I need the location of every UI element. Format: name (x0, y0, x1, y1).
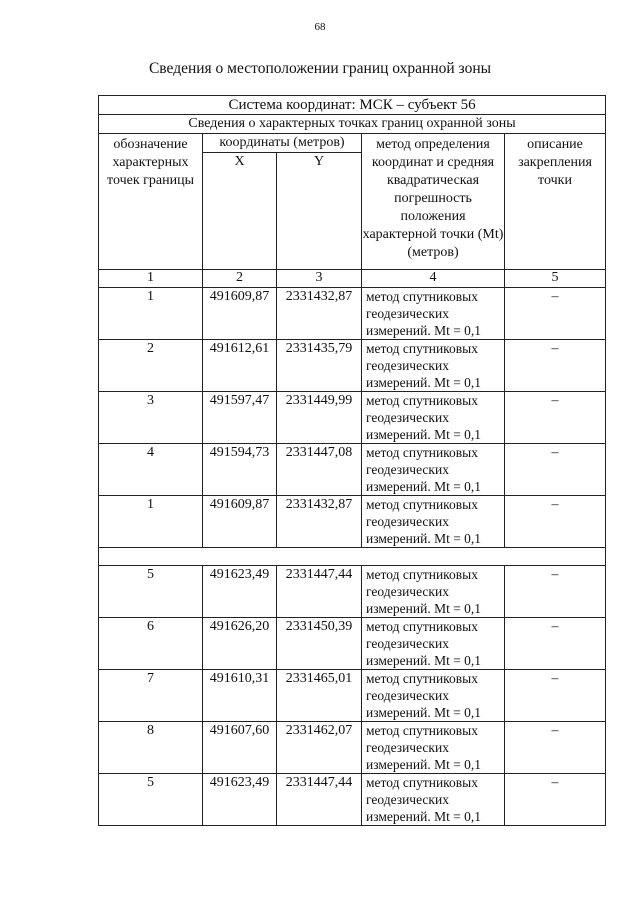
header-fixing-description: описание закрепления точки (505, 134, 606, 270)
fixing-description-cell: – (505, 392, 606, 444)
point-designation-cell: 8 (99, 722, 203, 774)
coordinate-system-label: Система координат: МСК – субъект 56 (99, 96, 606, 115)
fixing-description-cell: – (505, 496, 606, 548)
method-cell: метод спутниковых геодезических измерений. Mt = 0,1 (362, 722, 505, 774)
fixing-description-cell: – (505, 774, 606, 826)
coordinate-system-row (99, 96, 606, 115)
column-number: 5 (505, 270, 606, 288)
point-designation-cell: 1 (99, 288, 203, 340)
table-row (99, 444, 606, 496)
table-row (99, 774, 606, 826)
y-coordinate-cell: 2331465,01 (277, 670, 362, 722)
method-cell: метод спутниковых геодезических измерений. Mt = 0,1 (362, 444, 505, 496)
column-number: 2 (203, 270, 277, 288)
method-cell: метод спутниковых геодезических измерений. Mt = 0,1 (362, 340, 505, 392)
fixing-description-cell: – (505, 618, 606, 670)
column-number: 1 (99, 270, 203, 288)
header-point-designation: обозначение характерных точек границы (99, 134, 203, 270)
table-row (99, 288, 606, 340)
group-separator (99, 548, 606, 566)
fixing-description-cell: – (505, 722, 606, 774)
y-coordinate-cell: 2331462,07 (277, 722, 362, 774)
point-designation-cell: 7 (99, 670, 203, 722)
y-coordinate-cell: 2331450,39 (277, 618, 362, 670)
column-number: 4 (362, 270, 505, 288)
column-number: 3 (277, 270, 362, 288)
method-cell: метод спутниковых геодезических измерений. Mt = 0,1 (362, 774, 505, 826)
fixing-description-cell: – (505, 444, 606, 496)
method-cell: метод спутниковых геодезических измерений. Mt = 0,1 (362, 392, 505, 444)
fixing-description-cell: – (505, 340, 606, 392)
column-numbers-row (99, 270, 606, 288)
x-coordinate-cell: 491609,87 (203, 288, 277, 340)
fixing-description-cell: – (505, 670, 606, 722)
x-coordinate-cell: 491610,31 (203, 670, 277, 722)
section-title: Сведения о характерных точках границ охранной зоны (99, 115, 606, 134)
point-designation-cell: 3 (99, 392, 203, 444)
x-coordinate-cell: 491623,49 (203, 566, 277, 618)
document-title: Сведения о местоположении границ охранной зоны (148, 60, 492, 77)
table-row (99, 722, 606, 774)
page-number: 68 (314, 21, 326, 33)
y-coordinate-cell: 2331447,44 (277, 566, 362, 618)
y-coordinate-cell: 2331432,87 (277, 496, 362, 548)
x-coordinate-cell: 491626,20 (203, 618, 277, 670)
x-coordinate-cell: 491612,61 (203, 340, 277, 392)
header-x: X (203, 153, 277, 270)
table-row (99, 392, 606, 444)
y-coordinate-cell: 2331447,44 (277, 774, 362, 826)
method-cell: метод спутниковых геодезических измерений. Mt = 0,1 (362, 618, 505, 670)
point-designation-cell: 6 (99, 618, 203, 670)
header-coordinates-group: координаты (метров) (203, 134, 362, 153)
method-cell: метод спутниковых геодезических измерений. Mt = 0,1 (362, 496, 505, 548)
point-designation-cell: 5 (99, 774, 203, 826)
table-row (99, 340, 606, 392)
fixing-description-cell: – (505, 566, 606, 618)
table-row (99, 618, 606, 670)
x-coordinate-cell: 491597,47 (203, 392, 277, 444)
group-separator-row (99, 548, 606, 566)
y-coordinate-cell: 2331447,08 (277, 444, 362, 496)
y-coordinate-cell: 2331435,79 (277, 340, 362, 392)
header-y: Y (277, 153, 362, 270)
x-coordinate-cell: 491594,73 (203, 444, 277, 496)
point-designation-cell: 2 (99, 340, 203, 392)
point-designation-cell: 5 (99, 566, 203, 618)
table-row (99, 670, 606, 722)
section-title-row (99, 115, 606, 134)
header-row (99, 134, 606, 153)
table-row (99, 566, 606, 618)
boundary-points-table (98, 95, 606, 826)
method-cell: метод спутниковых геодезических измерений. Mt = 0,1 (362, 670, 505, 722)
fixing-description-cell: – (505, 288, 606, 340)
method-cell: метод спутниковых геодезических измерений. Mt = 0,1 (362, 288, 505, 340)
y-coordinate-cell: 2331432,87 (277, 288, 362, 340)
method-cell: метод спутниковых геодезических измерений. Mt = 0,1 (362, 566, 505, 618)
point-designation-cell: 4 (99, 444, 203, 496)
x-coordinate-cell: 491609,87 (203, 496, 277, 548)
header-method: метод определения координат и средняя квадратическая погрешность положения характерной точки (Mt) (метров) (362, 134, 505, 270)
x-coordinate-cell: 491607,60 (203, 722, 277, 774)
y-coordinate-cell: 2331449,99 (277, 392, 362, 444)
x-coordinate-cell: 491623,49 (203, 774, 277, 826)
table-row (99, 496, 606, 548)
point-designation-cell: 1 (99, 496, 203, 548)
